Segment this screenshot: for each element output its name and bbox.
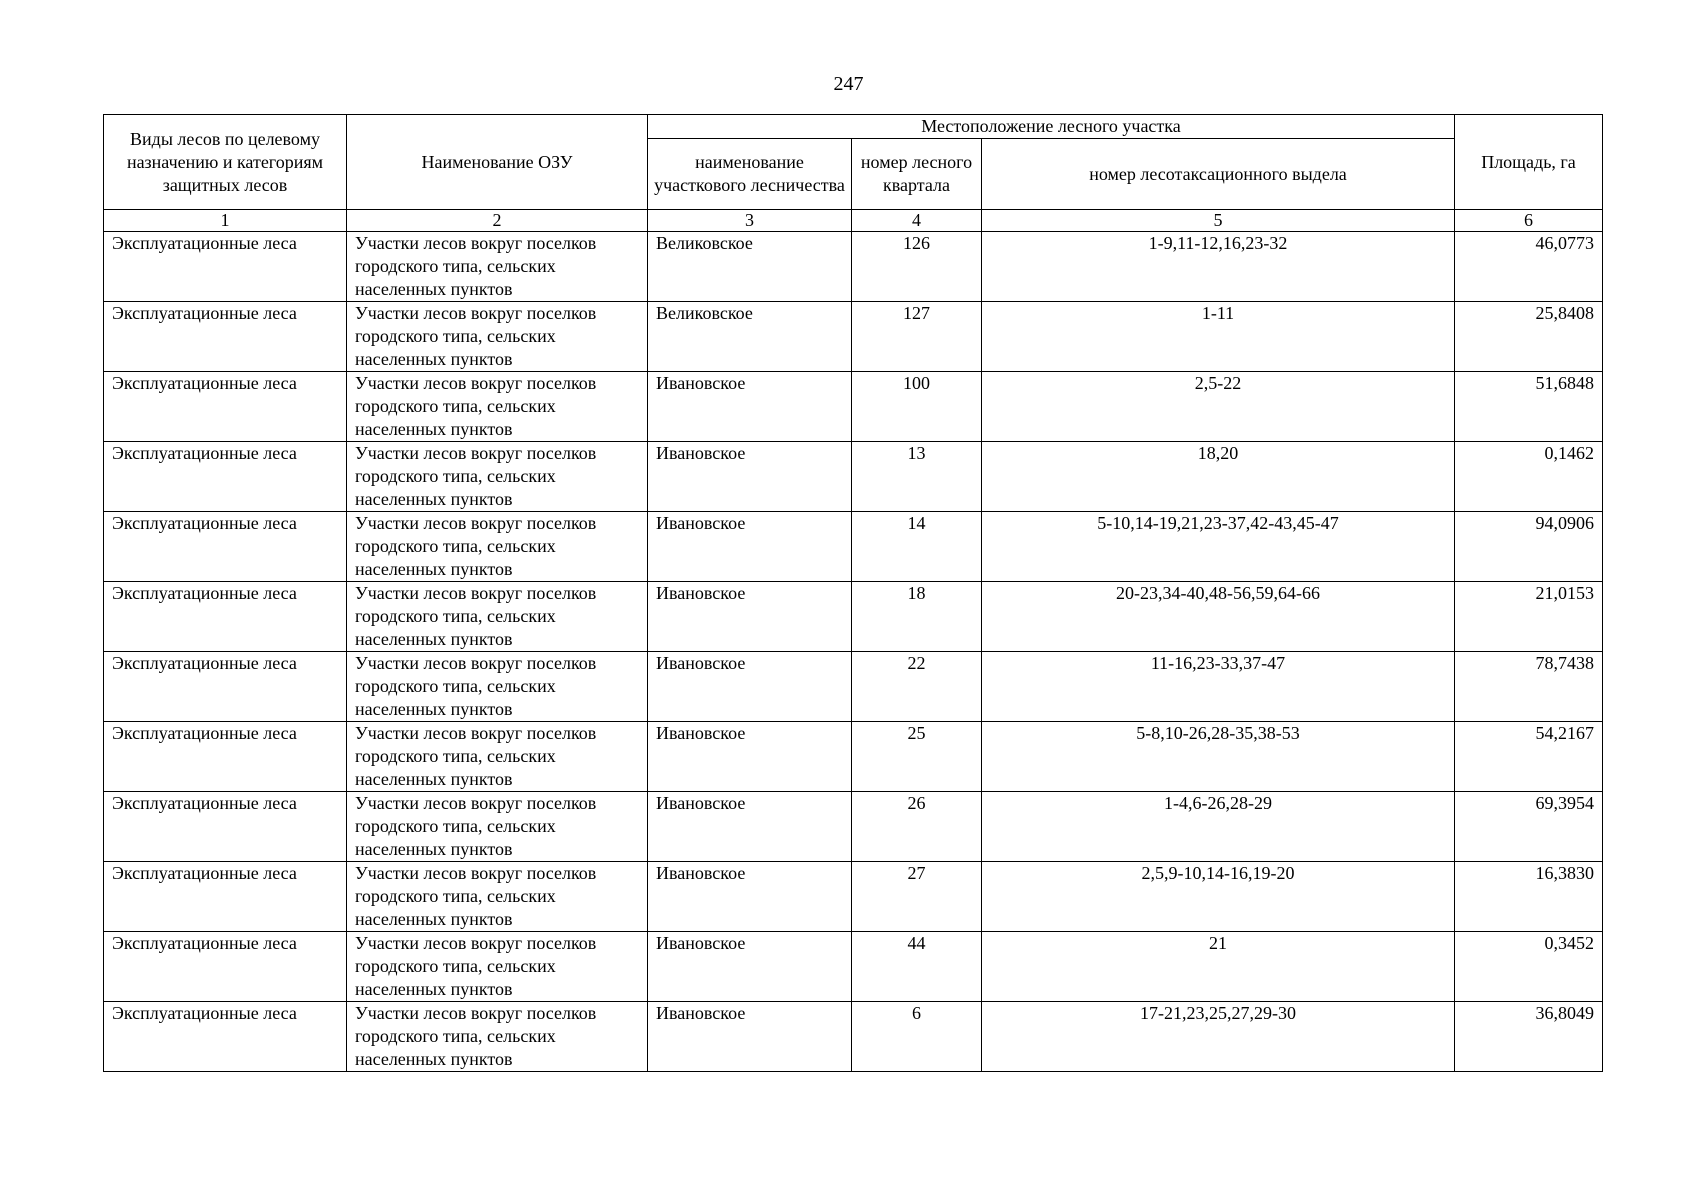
cell-forest-type: Эксплуатационные леса: [104, 792, 347, 862]
table-row: [104, 302, 1603, 372]
table-row: [104, 372, 1603, 442]
cell-ozu-name: Участки лесов вокруг поселков городского типа, сельских населенных пунктов: [347, 232, 648, 302]
cell-forestry-name: Ивановское: [648, 792, 852, 862]
cell-area: 69,3954: [1455, 792, 1603, 862]
cell-ozu-name: Участки лесов вокруг поселков городского типа, сельских населенных пунктов: [347, 512, 648, 582]
cell-area: 0,3452: [1455, 932, 1603, 1002]
cell-plot-numbers: 5-8,10-26,28-35,38-53: [982, 722, 1455, 792]
column-number: 6: [1455, 210, 1603, 232]
header-ozu-name: Наименование ОЗУ: [347, 115, 648, 210]
cell-area: 21,0153: [1455, 582, 1603, 652]
cell-area: 0,1462: [1455, 442, 1603, 512]
cell-plot-numbers: 1-4,6-26,28-29: [982, 792, 1455, 862]
column-number: 5: [982, 210, 1455, 232]
cell-forest-type: Эксплуатационные леса: [104, 372, 347, 442]
cell-forest-type: Эксплуатационные леса: [104, 512, 347, 582]
cell-area: 46,0773: [1455, 232, 1603, 302]
cell-quarter-number: 14: [852, 512, 982, 582]
column-number-row: [104, 210, 1603, 232]
cell-area: 36,8049: [1455, 1002, 1603, 1072]
cell-forestry-name: Ивановское: [648, 582, 852, 652]
cell-quarter-number: 22: [852, 652, 982, 722]
cell-forest-type: Эксплуатационные леса: [104, 232, 347, 302]
cell-plot-numbers: 11-16,23-33,37-47: [982, 652, 1455, 722]
cell-forestry-name: Великовское: [648, 232, 852, 302]
cell-forest-type: Эксплуатационные леса: [104, 722, 347, 792]
cell-area: 25,8408: [1455, 302, 1603, 372]
cell-ozu-name: Участки лесов вокруг поселков городского типа, сельских населенных пунктов: [347, 582, 648, 652]
table-row: [104, 862, 1603, 932]
cell-forest-type: Эксплуатационные леса: [104, 652, 347, 722]
cell-ozu-name: Участки лесов вокруг поселков городского типа, сельских населенных пунктов: [347, 302, 648, 372]
cell-quarter-number: 6: [852, 1002, 982, 1072]
cell-ozu-name: Участки лесов вокруг поселков городского типа, сельских населенных пунктов: [347, 652, 648, 722]
cell-forestry-name: Ивановское: [648, 652, 852, 722]
table-row: [104, 932, 1603, 1002]
table-header-row: [104, 115, 1603, 139]
cell-area: 78,7438: [1455, 652, 1603, 722]
cell-forest-type: Эксплуатационные леса: [104, 932, 347, 1002]
cell-forestry-name: Ивановское: [648, 512, 852, 582]
column-number: 3: [648, 210, 852, 232]
cell-forest-type: Эксплуатационные леса: [104, 862, 347, 932]
cell-forest-type: Эксплуатационные леса: [104, 1002, 347, 1072]
cell-forestry-name: Ивановское: [648, 442, 852, 512]
table-row: [104, 512, 1603, 582]
cell-forest-type: Эксплуатационные леса: [104, 302, 347, 372]
table-row: [104, 442, 1603, 512]
cell-forestry-name: Ивановское: [648, 1002, 852, 1072]
column-number: 4: [852, 210, 982, 232]
table-row: [104, 792, 1603, 862]
cell-plot-numbers: 2,5-22: [982, 372, 1455, 442]
table-row: [104, 652, 1603, 722]
table-row: [104, 722, 1603, 792]
forest-plots-table: [103, 114, 1603, 1072]
cell-ozu-name: Участки лесов вокруг поселков городского типа, сельских населенных пунктов: [347, 722, 648, 792]
table-body: [104, 210, 1603, 1072]
header-location-group: Местоположение лесного участка: [648, 115, 1455, 139]
cell-ozu-name: Участки лесов вокруг поселков городского типа, сельских населенных пунктов: [347, 442, 648, 512]
header-area: Площадь, га: [1455, 115, 1603, 210]
cell-ozu-name: Участки лесов вокруг поселков городского типа, сельских населенных пунктов: [347, 1002, 648, 1072]
page-number: 247: [833, 73, 864, 95]
cell-plot-numbers: 1-9,11-12,16,23-32: [982, 232, 1455, 302]
cell-plot-numbers: 17-21,23,25,27,29-30: [982, 1002, 1455, 1072]
cell-area: 16,3830: [1455, 862, 1603, 932]
header-forest-type: Виды лесов по целевому назначению и категориям защитных лесов: [104, 115, 347, 210]
table-row: [104, 232, 1603, 302]
cell-quarter-number: 27: [852, 862, 982, 932]
cell-quarter-number: 44: [852, 932, 982, 1002]
cell-forest-type: Эксплуатационные леса: [104, 582, 347, 652]
header-plot-number: номер лесотаксационного выдела: [982, 139, 1455, 210]
cell-forestry-name: Ивановское: [648, 722, 852, 792]
cell-ozu-name: Участки лесов вокруг поселков городского типа, сельских населенных пунктов: [347, 372, 648, 442]
cell-forest-type: Эксплуатационные леса: [104, 442, 347, 512]
cell-plot-numbers: 20-23,34-40,48-56,59,64-66: [982, 582, 1455, 652]
cell-ozu-name: Участки лесов вокруг поселков городского типа, сельских населенных пунктов: [347, 932, 648, 1002]
cell-plot-numbers: 5-10,14-19,21,23-37,42-43,45-47: [982, 512, 1455, 582]
cell-forestry-name: Ивановское: [648, 862, 852, 932]
column-number: 1: [104, 210, 347, 232]
cell-quarter-number: 13: [852, 442, 982, 512]
cell-plot-numbers: 1-11: [982, 302, 1455, 372]
cell-area: 54,2167: [1455, 722, 1603, 792]
cell-plot-numbers: 21: [982, 932, 1455, 1002]
cell-area: 51,6848: [1455, 372, 1603, 442]
cell-quarter-number: 26: [852, 792, 982, 862]
cell-quarter-number: 18: [852, 582, 982, 652]
cell-quarter-number: 100: [852, 372, 982, 442]
cell-quarter-number: 127: [852, 302, 982, 372]
cell-quarter-number: 126: [852, 232, 982, 302]
cell-forestry-name: Ивановское: [648, 372, 852, 442]
cell-forestry-name: Великовское: [648, 302, 852, 372]
table-row: [104, 582, 1603, 652]
column-number: 2: [347, 210, 648, 232]
cell-plot-numbers: 18,20: [982, 442, 1455, 512]
cell-quarter-number: 25: [852, 722, 982, 792]
cell-ozu-name: Участки лесов вокруг поселков городского типа, сельских населенных пунктов: [347, 862, 648, 932]
cell-plot-numbers: 2,5,9-10,14-16,19-20: [982, 862, 1455, 932]
cell-ozu-name: Участки лесов вокруг поселков городского типа, сельских населенных пунктов: [347, 792, 648, 862]
header-forestry-name: наименование участкового лесничества: [648, 139, 852, 210]
cell-area: 94,0906: [1455, 512, 1603, 582]
table-row: [104, 1002, 1603, 1072]
header-quarter-number: номер лесного квартала: [852, 139, 982, 210]
cell-forestry-name: Ивановское: [648, 932, 852, 1002]
